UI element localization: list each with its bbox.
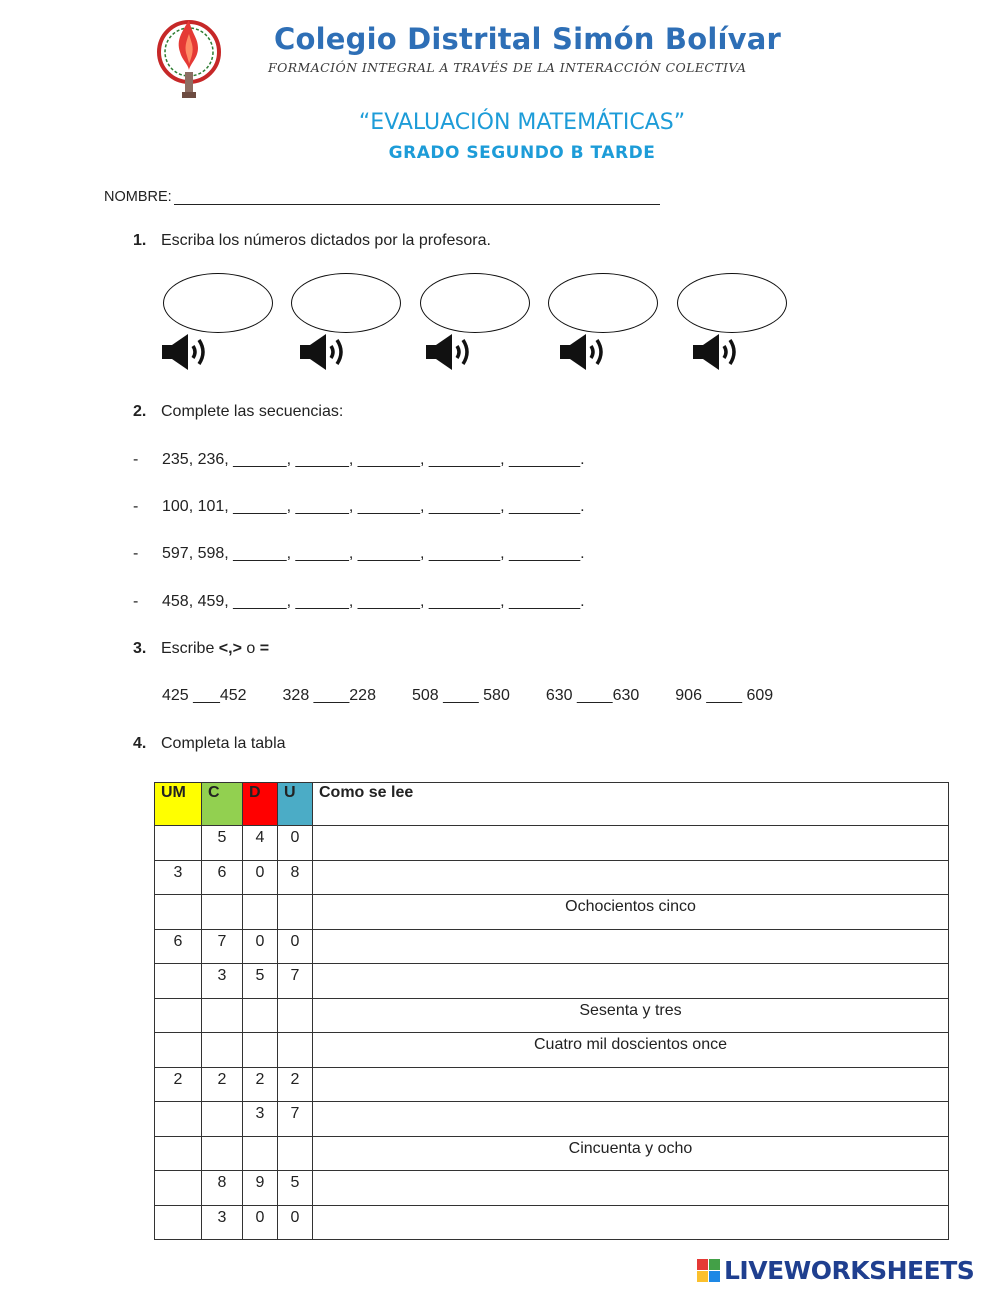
cell-c[interactable]	[202, 1033, 243, 1068]
liveworksheets-mark-icon	[697, 1259, 720, 1282]
question-3	[133, 640, 269, 658]
comparison-item[interactable]: 630 ____630	[545, 687, 640, 704]
question-2-text: Complete las secuencias:	[161, 403, 344, 420]
table-row	[155, 895, 949, 930]
school-motto: FORMACIÓN INTEGRAL A TRAVÉS DE LA INTERACCIÓN COLECTIVA	[268, 60, 747, 75]
answer-oval-4[interactable]	[548, 273, 658, 333]
cell-u[interactable]: 8	[278, 860, 313, 895]
cell-um[interactable]	[155, 998, 202, 1033]
speaker-icon[interactable]	[559, 332, 611, 372]
cell-c[interactable]	[202, 998, 243, 1033]
cell-d[interactable]	[243, 1033, 278, 1068]
cell-reading[interactable]	[313, 929, 949, 964]
cell-um[interactable]	[155, 1136, 202, 1171]
liveworksheets-logo[interactable]	[697, 1256, 974, 1285]
speaker-icon[interactable]	[299, 332, 351, 372]
header-u: U	[278, 783, 313, 826]
school-name: Colegio Distrital Simón Bolívar	[274, 22, 781, 56]
cell-d[interactable]: 2	[243, 1067, 278, 1102]
cell-u[interactable]: 0	[278, 929, 313, 964]
question-1-text: Escriba los números dictados por la profesora.	[161, 232, 491, 249]
cell-reading[interactable]	[313, 1205, 949, 1240]
cell-u[interactable]: 5	[278, 1171, 313, 1206]
cell-um[interactable]: 2	[155, 1067, 202, 1102]
header-um: UM	[155, 783, 202, 826]
comparison-item[interactable]: 906 ____ 609	[675, 687, 774, 704]
name-row	[104, 189, 660, 205]
cell-reading[interactable]	[313, 860, 949, 895]
cell-c[interactable]: 8	[202, 1171, 243, 1206]
cell-c[interactable]: 7	[202, 929, 243, 964]
table-row	[155, 998, 949, 1033]
sequence-row[interactable]: - 235, 236, ______, ______, _______, ________, ________.	[133, 451, 585, 468]
cell-c[interactable]	[202, 1136, 243, 1171]
cell-d[interactable]: 5	[243, 964, 278, 999]
comparison-item[interactable]: 508 ____ 580	[411, 687, 510, 704]
comparison-item[interactable]: 425 ___452	[162, 687, 247, 704]
school-logo-icon	[152, 12, 226, 102]
sequence-row[interactable]: - 458, 459, ______, ______, _______, ________, ________.	[133, 593, 585, 610]
cell-c[interactable]: 6	[202, 860, 243, 895]
cell-c[interactable]: 3	[202, 964, 243, 999]
cell-u[interactable]	[278, 895, 313, 930]
speaker-icon[interactable]	[692, 332, 744, 372]
speaker-icon[interactable]	[425, 332, 477, 372]
name-label: NOMBRE:	[104, 189, 172, 205]
cell-um[interactable]	[155, 895, 202, 930]
place-value-table	[154, 782, 949, 1240]
cell-u[interactable]	[278, 1033, 313, 1068]
cell-d[interactable]: 0	[243, 860, 278, 895]
question-3-or: o	[241, 640, 260, 657]
comparison-row	[162, 687, 773, 705]
cell-u[interactable]	[278, 1136, 313, 1171]
cell-reading[interactable]: Cuatro mil doscientos once	[313, 1033, 949, 1068]
header-d: D	[243, 783, 278, 826]
cell-um[interactable]	[155, 826, 202, 861]
cell-d[interactable]	[243, 1136, 278, 1171]
table-row	[155, 860, 949, 895]
table-row	[155, 1136, 949, 1171]
cell-d[interactable]: 3	[243, 1102, 278, 1137]
cell-u[interactable]: 7	[278, 964, 313, 999]
header-reading: Como se lee	[313, 783, 949, 826]
name-input-line[interactable]	[174, 190, 660, 205]
cell-um[interactable]	[155, 964, 202, 999]
cell-c[interactable]: 3	[202, 1205, 243, 1240]
cell-reading[interactable]	[313, 1102, 949, 1137]
question-3-text: Escribe	[161, 640, 219, 657]
cell-u[interactable]: 0	[278, 1205, 313, 1240]
cell-reading[interactable]	[313, 964, 949, 999]
cell-reading[interactable]: Ochocientos cinco	[313, 895, 949, 930]
cell-d[interactable]: 0	[243, 1205, 278, 1240]
comparison-item[interactable]: 328 ____228	[282, 687, 376, 704]
question-4-number: 4.	[133, 735, 147, 752]
page-title: “EVALUACIÓN MATEMÁTICAS”	[358, 110, 686, 135]
table-row	[155, 964, 949, 999]
sequence-text: 597, 598, ______, ______, _______, ________, ________.	[162, 545, 585, 562]
question-1-number: 1.	[133, 232, 147, 249]
cell-d[interactable]: 0	[243, 929, 278, 964]
cell-u[interactable]: 2	[278, 1067, 313, 1102]
question-2-number: 2.	[133, 403, 147, 420]
table-row	[155, 1171, 949, 1206]
question-4	[133, 735, 286, 753]
cell-d[interactable]: 4	[243, 826, 278, 861]
sequence-text: 100, 101, ______, ______, _______, ________, ________.	[162, 498, 585, 515]
question-2	[133, 403, 343, 421]
cell-u[interactable]: 0	[278, 826, 313, 861]
cell-c[interactable]: 5	[202, 826, 243, 861]
table-row	[155, 929, 949, 964]
table-row	[155, 826, 949, 861]
question-3-number: 3.	[133, 640, 147, 657]
cell-d[interactable]	[243, 998, 278, 1033]
sequence-row[interactable]: - 100, 101, ______, ______, _______, ________, ________.	[133, 498, 585, 515]
cell-um[interactable]	[155, 1205, 202, 1240]
cell-d[interactable]	[243, 895, 278, 930]
answer-oval-1[interactable]	[163, 273, 273, 333]
question-3-symbols: <,>	[218, 640, 242, 657]
cell-um[interactable]	[155, 1033, 202, 1068]
sequence-text: 458, 459, ______, ______, _______, ________, ________.	[162, 593, 585, 610]
table-row	[155, 1033, 949, 1068]
question-3-equals: =	[259, 640, 270, 657]
cell-u[interactable]: 7	[278, 1102, 313, 1137]
answer-oval-2[interactable]	[291, 273, 401, 333]
cell-reading[interactable]	[313, 826, 949, 861]
cell-reading[interactable]: Cincuenta y ocho	[313, 1136, 949, 1171]
sequence-row[interactable]: - 597, 598, ______, ______, _______, ________, ________.	[133, 545, 585, 562]
cell-reading[interactable]: Sesenta y tres	[313, 998, 949, 1033]
table-row	[155, 1205, 949, 1240]
answer-oval-3[interactable]	[420, 273, 530, 333]
question-1	[133, 232, 491, 250]
cell-c[interactable]: 2	[202, 1067, 243, 1102]
cell-um[interactable]	[155, 1102, 202, 1137]
cell-c[interactable]	[202, 895, 243, 930]
page-subtitle: GRADO SEGUNDO B TARDE	[388, 143, 656, 163]
liveworksheets-brand: LIVEWORKSHEETS	[724, 1256, 975, 1285]
cell-u[interactable]	[278, 998, 313, 1033]
answer-oval-5[interactable]	[677, 273, 787, 333]
question-4-text: Completa la tabla	[161, 735, 286, 752]
cell-c[interactable]	[202, 1102, 243, 1137]
cell-um[interactable]: 3	[155, 860, 202, 895]
header-c: C	[202, 783, 243, 826]
cell-reading[interactable]	[313, 1067, 949, 1102]
cell-d[interactable]: 9	[243, 1171, 278, 1206]
cell-um[interactable]	[155, 1171, 202, 1206]
speaker-icon[interactable]	[161, 332, 213, 372]
cell-reading[interactable]	[313, 1171, 949, 1206]
cell-um[interactable]: 6	[155, 929, 202, 964]
sequence-text: 235, 236, ______, ______, _______, ________, ________.	[162, 451, 585, 468]
table-row	[155, 1067, 949, 1102]
table-row	[155, 1102, 949, 1137]
